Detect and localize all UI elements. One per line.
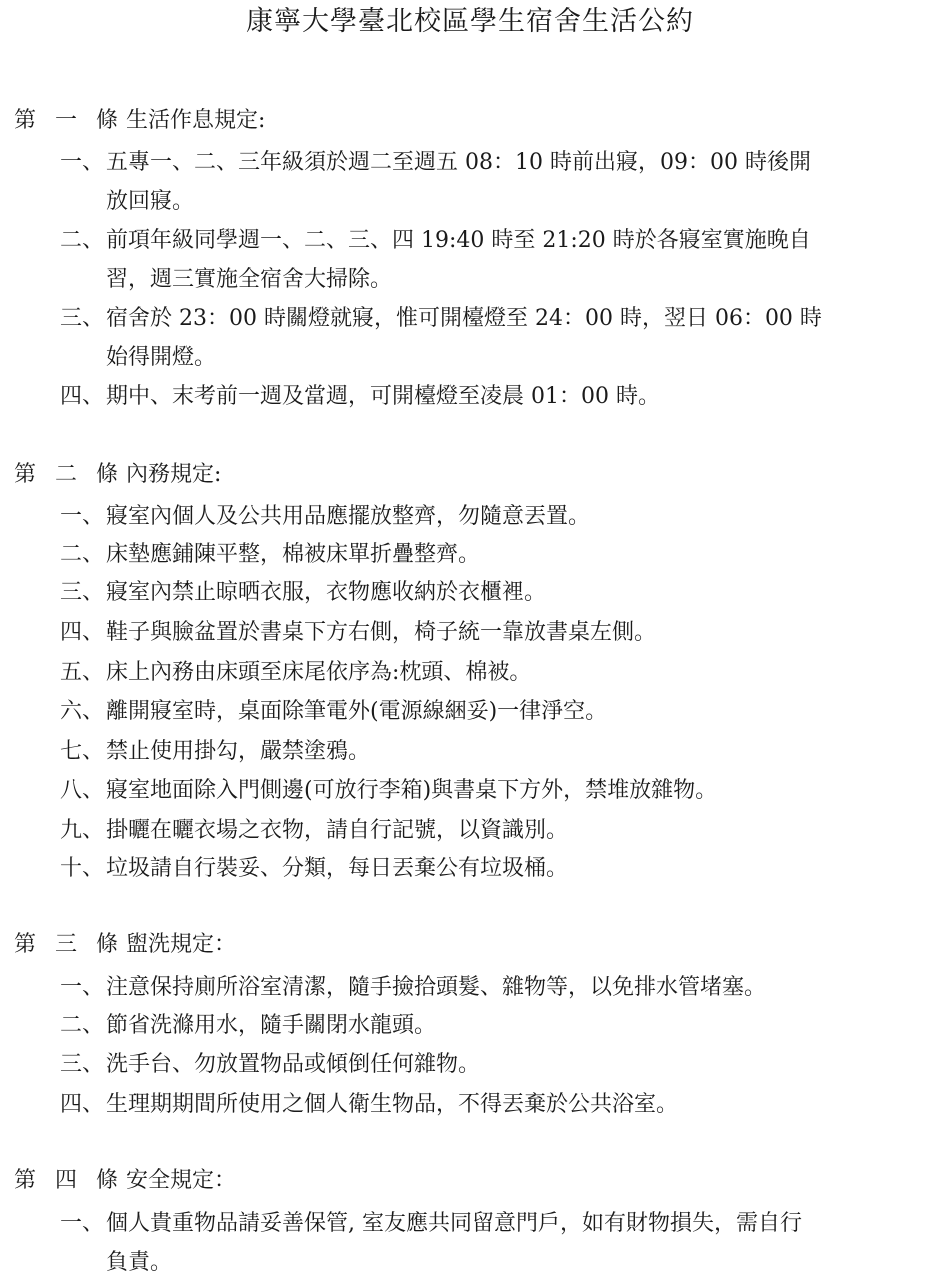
article-2-item-8 [60, 771, 930, 810]
item-marker: 一、 [60, 150, 105, 175]
article-number: 第 一 條 [14, 108, 124, 133]
article-2-item-4 [60, 613, 930, 652]
article-2-item-2 [60, 535, 930, 574]
article-3-item-2 [60, 1006, 930, 1045]
article-3-item-4 [60, 1085, 930, 1124]
item-text: 禁止使用掛勾，嚴禁塗鴉。 [106, 739, 371, 764]
item-marker: 八、 [60, 778, 105, 803]
article-2-item-3 [60, 573, 930, 612]
article-1-item-4 [60, 377, 930, 416]
item-text: 個人貴重物品請妥善保管, 室友應共同留意門戶，如有財物損失，需自行 [106, 1211, 802, 1236]
article-title: 安全規定： [126, 1168, 237, 1193]
document-title: 康寧大學臺北校區學生宿舍生活公約 [246, 6, 694, 37]
item-marker: 一、 [60, 975, 105, 1000]
item-marker: 七、 [60, 739, 105, 764]
article-2-item-10 [60, 849, 930, 888]
item-text: 離開寢室時，桌面除筆電外(電源線綑妥)一律淨空。 [106, 699, 608, 724]
item-marker: 二、 [60, 1013, 105, 1038]
article-title: 內務規定: [126, 462, 222, 487]
item-text: 洗手台、勿放置物品或傾倒任何雜物。 [106, 1052, 481, 1077]
item-marker: 三、 [60, 1052, 105, 1077]
item-text: 五專一、二、三年級須於週二至週五 08：10 時前出寢，09：00 時後開 [106, 150, 811, 175]
item-marker: 六、 [60, 699, 105, 724]
item-text: 期中、末考前一週及當週，可開檯燈至凌晨 01：00 時。 [106, 384, 660, 409]
item-text: 寢室內個人及公共用品應擺放整齊，勿隨意丟置。 [106, 504, 591, 529]
item-text: 垃圾請自行裝妥、分類，每日丟棄公有垃圾桶。 [106, 856, 569, 881]
article-1-item-3 [60, 299, 930, 377]
item-text: 床墊應鋪陳平整，棉被床單折疊整齊。 [106, 542, 481, 567]
article-3-heading [14, 930, 236, 960]
article-3-item-3 [60, 1045, 930, 1084]
item-marker: 一、 [60, 1211, 105, 1236]
article-1-item-1 [60, 143, 930, 221]
article-2-item-5 [60, 653, 930, 692]
item-marker: 三、 [60, 306, 105, 331]
item-text-continued: 習，週三實施全宿舍大掃除。 [106, 267, 393, 292]
article-2-item-9 [60, 811, 930, 850]
item-text: 寢室內禁止晾晒衣服，衣物應收納於衣櫃裡。 [106, 580, 547, 605]
item-marker: 一、 [60, 504, 105, 529]
article-4-item-1 [60, 1204, 930, 1282]
item-marker: 二、 [60, 542, 105, 567]
article-1-heading [14, 106, 265, 136]
item-marker: 四、 [60, 384, 105, 409]
item-text-continued: 放回寢。 [106, 189, 195, 214]
item-marker: 五、 [60, 660, 105, 685]
item-marker: 二、 [60, 228, 105, 253]
item-marker: 九、 [60, 818, 105, 843]
item-text: 生理期期間所使用之個人衛生物品，不得丟棄於公共浴室。 [106, 1092, 679, 1117]
article-2-item-7 [60, 732, 930, 771]
article-2-item-1 [60, 497, 930, 536]
item-text: 節省洗滌用水，隨手關閉水龍頭。 [106, 1013, 437, 1038]
article-title: 生活作息規定: [126, 108, 266, 133]
article-number: 第 三 條 [14, 932, 124, 957]
article-2-item-6 [60, 692, 930, 731]
item-text: 寢室地面除入門側邊(可放行李箱)與書桌下方外，禁堆放雜物。 [106, 778, 718, 803]
article-number: 第 四 條 [14, 1168, 124, 1193]
item-text: 鞋子與臉盆置於書桌下方右側，椅子統一靠放書桌左側。 [106, 620, 657, 645]
article-2-heading [14, 460, 221, 490]
article-1-item-2 [60, 221, 930, 299]
item-marker: 四、 [60, 620, 105, 645]
article-4-heading [14, 1166, 236, 1196]
item-marker: 十、 [60, 856, 105, 881]
article-number: 第 二 條 [14, 462, 124, 487]
item-marker: 四、 [60, 1092, 105, 1117]
item-text: 注意保持廁所浴室清潔，隨手撿拾頭髮、雜物等，以免排水管堵塞。 [106, 975, 767, 1000]
item-marker: 三、 [60, 580, 105, 605]
item-text: 宿舍於 23：00 時關燈就寢，惟可開檯燈至 24：00 時，翌日 06：00 時 [106, 306, 822, 331]
item-text-continued: 負責。 [106, 1250, 173, 1275]
article-title: 盥洗規定： [126, 932, 237, 957]
article-3-item-1 [60, 968, 930, 1007]
item-text: 床上內務由床頭至床尾依序為:枕頭、棉被。 [106, 660, 532, 685]
item-text-continued: 始得開燈。 [106, 345, 217, 370]
item-text: 掛曬在曬衣場之衣物，請自行記號，以資識別。 [106, 818, 569, 843]
item-text: 前項年級同學週一、二、三、四 19:40 時至 21:20 時於各寢室實施晚自 [106, 228, 811, 253]
